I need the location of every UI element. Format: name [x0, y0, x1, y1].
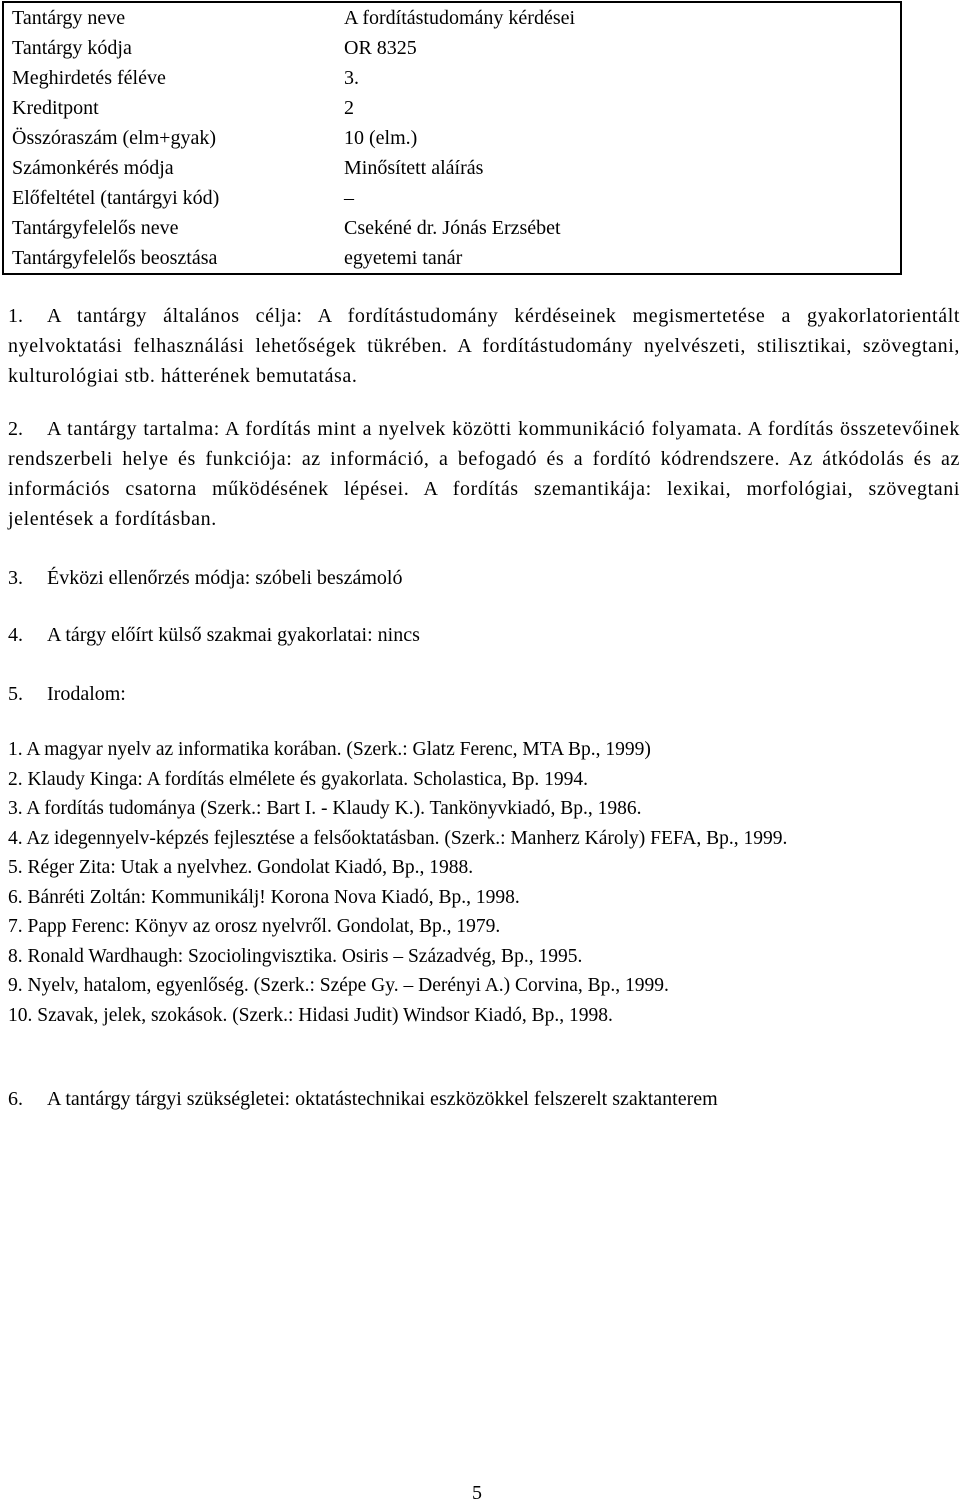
section-number: 6.	[8, 1088, 23, 1110]
field-label: Előfeltétel (tantárgyi kód)	[12, 187, 220, 209]
field-value: Minősített aláírás	[344, 157, 484, 179]
list-item: 10. Szavak, jelek, szokások. (Szerk.: Hidasi Judit) Windsor Kiadó, Bp., 1998.	[8, 1004, 613, 1026]
table-row	[3, 243, 901, 274]
table-row	[3, 213, 901, 243]
table-row	[3, 2, 901, 33]
section-label: A tantárgy tárgyi szükségletei:	[47, 1088, 291, 1110]
field-value: 10 (elm.)	[344, 127, 418, 149]
reference-list	[8, 735, 958, 1030]
list-item: 9. Nyelv, hatalom, egyenlőség. (Szerk.: Szépe Gy. – Derényi A.) Corvina, Bp., 1999.	[8, 975, 669, 996]
section-label: A tárgy előírt külső szakmai gyakorlatai:	[47, 624, 373, 646]
table-row	[3, 93, 901, 123]
field-value: –	[344, 187, 354, 209]
page-number: 5	[472, 1482, 482, 1504]
table-row	[3, 63, 901, 93]
table-row	[3, 123, 901, 153]
section-text: szóbeli beszámoló	[255, 567, 403, 589]
field-value: A fordítástudomány kérdései	[344, 7, 576, 29]
field-value: 2	[344, 97, 354, 119]
field-label: Tantárgyfelelős neve	[12, 217, 179, 239]
list-item: 2. Klaudy Kinga: A fordítás elmélete és gyakorlata. Scholastica, Bp. 1994.	[8, 768, 588, 790]
course-info-table	[2, 1, 902, 275]
section-6	[8, 1084, 960, 1114]
field-label: Számonkérés módja	[12, 157, 174, 179]
list-item: 1. A magyar nyelv az informatika korában. (Szerk.: Glatz Ferenc, MTA Bp., 1999)	[8, 739, 651, 760]
table-row	[3, 183, 901, 213]
section-4	[8, 620, 960, 650]
section-number: 2.	[8, 418, 23, 440]
list-item: 7. Papp Ferenc: Könyv az orosz nyelvről. Gondolat, Bp., 1979.	[8, 916, 501, 937]
section-number: 4.	[8, 624, 23, 646]
field-label: Kreditpont	[12, 97, 99, 119]
field-label: Tantárgy kódja	[12, 37, 132, 59]
list-item: 5. Réger Zita: Utak a nyelvhez. Gondolat Kiadó, Bp., 1988.	[8, 857, 474, 878]
section-text: A fordítástudomány kérdéseinek megismertetése a gyakorlatorientált nyelvoktatási felhasználási lehetőségek tükrében. A fordítástudomány nyelvészeti, stilisztikai, szövegtani, kulturológiai stb. hátterének bemutatása.	[8, 305, 960, 387]
field-label: Összóraszám (elm+gyak)	[12, 127, 216, 149]
table-row	[3, 33, 901, 63]
section-1	[8, 301, 960, 391]
section-text: nincs	[377, 624, 420, 646]
section-label: A tantárgy tartalma:	[47, 418, 220, 440]
table-row	[3, 153, 901, 183]
field-value: 3.	[344, 67, 359, 89]
list-item: 6. Bánréti Zoltán: Kommunikálj! Korona Nova Kiadó, Bp., 1998.	[8, 886, 520, 908]
field-value: OR 8325	[344, 37, 417, 59]
section-text: A fordítás mint a nyelvek közötti kommunikáció folyamata. A fordítás összetevőinek rendszerbeli helye és funkciója: az információ, a befogadó és a fordító kódrendszere. Az átkódolás és az információs csatorna működésének lépései. A fordítás szemantikája: lexikai, morfológiai, szövegtani jelentések a fordításban.	[8, 418, 960, 530]
section-text: oktatástechnikai eszközökkel felszerelt szaktanterem	[295, 1088, 718, 1110]
section-number: 3.	[8, 567, 23, 589]
list-item: 3. A fordítás tudománya (Szerk.: Bart I. - Klaudy K.). Tankönyvkiadó, Bp., 1986.	[8, 798, 642, 819]
section-3	[8, 563, 960, 593]
section-number: 5.	[8, 683, 23, 705]
section-number: 1.	[8, 305, 23, 327]
list-item: 8. Ronald Wardhaugh: Szociolingvisztika. Osiris – Századvég, Bp., 1995.	[8, 945, 583, 967]
section-label: Évközi ellenőrzés módja:	[47, 567, 251, 589]
section-5	[8, 679, 960, 709]
field-label: Tantárgyfelelős beosztása	[12, 247, 218, 269]
field-value: egyetemi tanár	[344, 247, 463, 269]
section-label: A tantárgy általános célja:	[47, 305, 303, 327]
section-2	[8, 414, 960, 534]
list-item: 4. Az idegennyelv-képzés fejlesztése a felsőoktatásban. (Szerk.: Manherz Károly) FEFA, Bp., 1999.	[8, 827, 788, 849]
field-label: Meghirdetés féléve	[12, 67, 166, 89]
field-label: Tantárgy neve	[12, 7, 126, 29]
field-value: Csekéné dr. Jónás Erzsébet	[344, 217, 561, 239]
section-label: Irodalom:	[47, 683, 126, 705]
